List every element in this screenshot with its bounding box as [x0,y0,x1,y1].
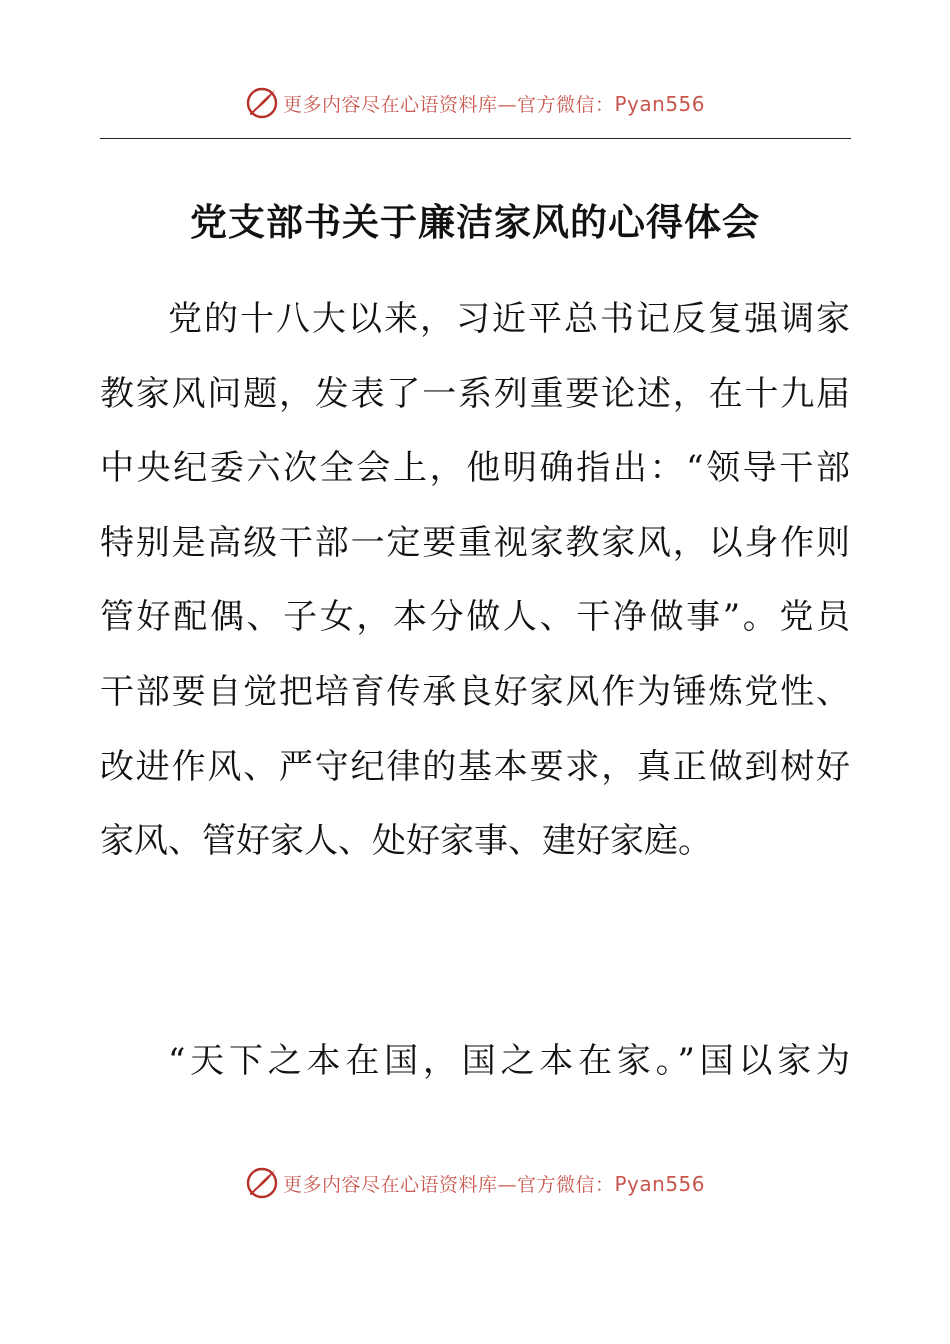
paragraph-line: 教家风问题，发表了一系列重要论述，在十九届 [100,374,850,414]
quill-logo-icon [245,1166,279,1200]
banner-slogan: 更多内容尽在心语资料库—官方微信： [282,93,615,116]
banner-wechat-id: Pyan556 [614,91,706,116]
paragraph-line: 党的十八大以来，习近平总书记反复强调家 [168,299,850,339]
paragraph-line: “天下之本在国，国之本在家。”国以家为 [168,1041,850,1081]
banner-text [283,1170,705,1197]
paragraph-line: 家风、管好家人、处好家事、建好家庭。 [100,821,712,861]
paragraph-line: 管好配偶、子女，本分做人、干净做事”。党员 [100,597,850,637]
paragraph-line: 中央纪委六次全会上，他明确指出：“领导干部 [100,448,850,488]
paragraph-line: 干部要自觉把培育传承良好家风作为锤炼党性、 [100,672,850,712]
banner-text [283,90,705,117]
header-divider [100,138,851,139]
paragraph-line: 改进作风、严守纪律的基本要求，真正做到树好 [100,747,850,787]
banner-wechat-id: Pyan556 [614,1171,706,1196]
paragraph-line: 特别是高级干部一定要重视家教家风，以身作则 [100,523,850,563]
quill-logo-icon [245,86,279,120]
banner-slogan: 更多内容尽在心语资料库—官方微信： [282,1173,615,1196]
document-title: 党支部书关于廉洁家风的心得体会 [190,201,760,244]
header-banner [0,83,950,123]
footer-banner [0,1163,950,1203]
